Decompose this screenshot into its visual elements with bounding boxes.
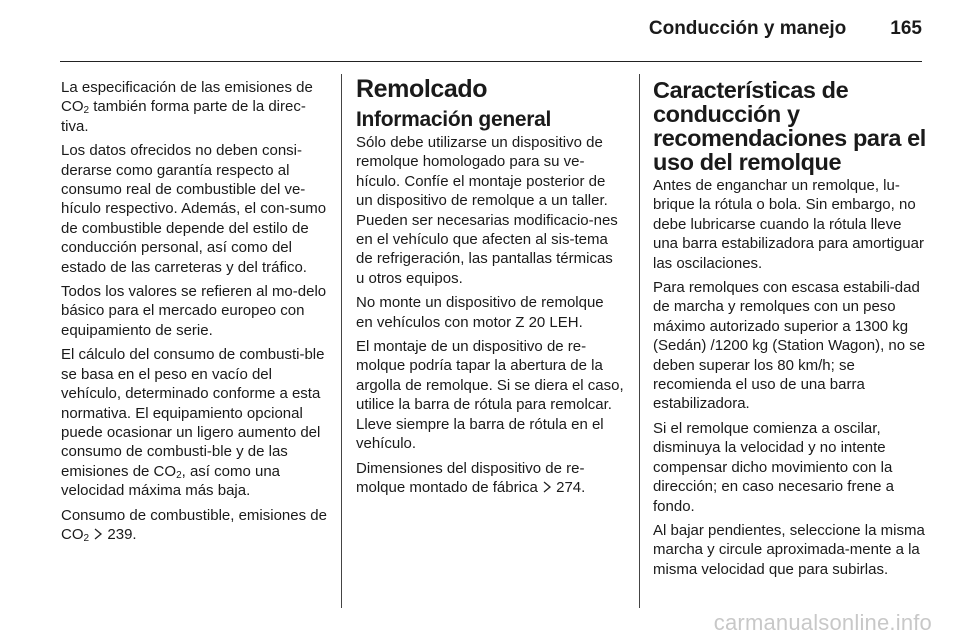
paragraph: Todos los valores se refieren al mo-delo básico para el mercado europeo con equipamiento de serie. — [61, 283, 327, 339]
page-number: 165 — [890, 18, 922, 39]
paragraph: El montaje de un dispositivo de re-molque podría tapar la abertura de la argolla de remolque. Si se diera el caso, utilice la barra de rótula para remolcar. Lleve siempre la barra de rótula en el vehículo. — [356, 338, 624, 453]
column-3 — [653, 78, 928, 584]
paragraph: Consumo de combustible, emisiones de $CO_2$ 239. — [61, 506, 327, 544]
subsection-heading: Información general — [356, 108, 552, 131]
page-reference[interactable]: 274. — [556, 478, 586, 496]
header-rule — [60, 61, 922, 62]
paragraph: Si el remolque comienza a oscilar, disminuya la velocidad y no intente compensar dicho movimiento con la dirección; en caso necesario frene a fondo. — [653, 419, 894, 515]
paragraph: Antes de enganchar un remolque, lu-brique la rótula o bola. Sin embargo, no debe lubricarse cuando la rótula lleve una barra estabilizadora para amortiguar las oscilaciones. — [653, 177, 924, 272]
paragraph: El cálculo del consumo de combusti-ble se basa en el peso en vacío del vehículo, determinado conforme a esta normativa. El equipamiento opcional puede ocasionar un ligero aumento del consumo de combusti-ble y de las emisiones de $CO_2$, así como una velocidad máxima más baja. — [61, 346, 325, 500]
paragraph: La especificación de las emisiones de $CO_2$ también forma parte de la direc-tiva. — [61, 79, 313, 135]
section-title: Conducción y manejo — [648, 18, 847, 39]
paragraph: Dimensiones del dispositivo de re-molque montado de fábrica 274. — [356, 459, 586, 496]
column-2 — [356, 75, 624, 502]
column-divider-1 — [341, 74, 342, 608]
reference-arrow-icon — [542, 481, 552, 493]
paragraph: Sólo debe utilizarse un dispositivo de remolque homologado para su ve-hículo. Confíe el montaje posterior de un dispositivo de remolque a un taller. Pueden ser necesarias modificacio-nes en el vehículo que afecten al sis-tema de refrigeración, las pantallas térmicas u otros equipos. — [356, 134, 618, 287]
column-1 — [61, 78, 329, 549]
section-heading: Remolcado — [356, 75, 488, 103]
reference-arrow-icon — [93, 528, 103, 540]
page-reference[interactable]: 239. — [107, 525, 137, 543]
watermark: carmanualsonline.info — [713, 610, 932, 635]
section-heading: Características de conducción y recomendaciones para el uso del remolque — [653, 77, 926, 175]
paragraph: Para remolques con escasa estabili-dad de marcha y remolques con un peso máximo autorizado superior a 1300 kg (Sedán) /1200 kg (Station Wagon), no se deben superar los 80 km/h; se recomienda el uso de una barra estabilizadora. — [653, 279, 926, 413]
paragraph: Los datos ofrecidos no deben consi-derarse como garantía respecto al consumo real de combustible del ve-hículo respectivo. Además, el con-sumo de combustible depende del estilo de conducción personal, así como del estado de las carreteras y del tráfico. — [61, 142, 327, 276]
paragraph: No monte un dispositivo de remolque en vehículos con motor Z 20 LEH. — [356, 294, 604, 331]
paragraph: Al bajar pendientes, seleccione la misma marcha y circule aproximada-mente a la misma velocidad que para subirlas. — [653, 521, 925, 578]
column-divider-2 — [639, 74, 640, 608]
page-header — [649, 18, 922, 40]
